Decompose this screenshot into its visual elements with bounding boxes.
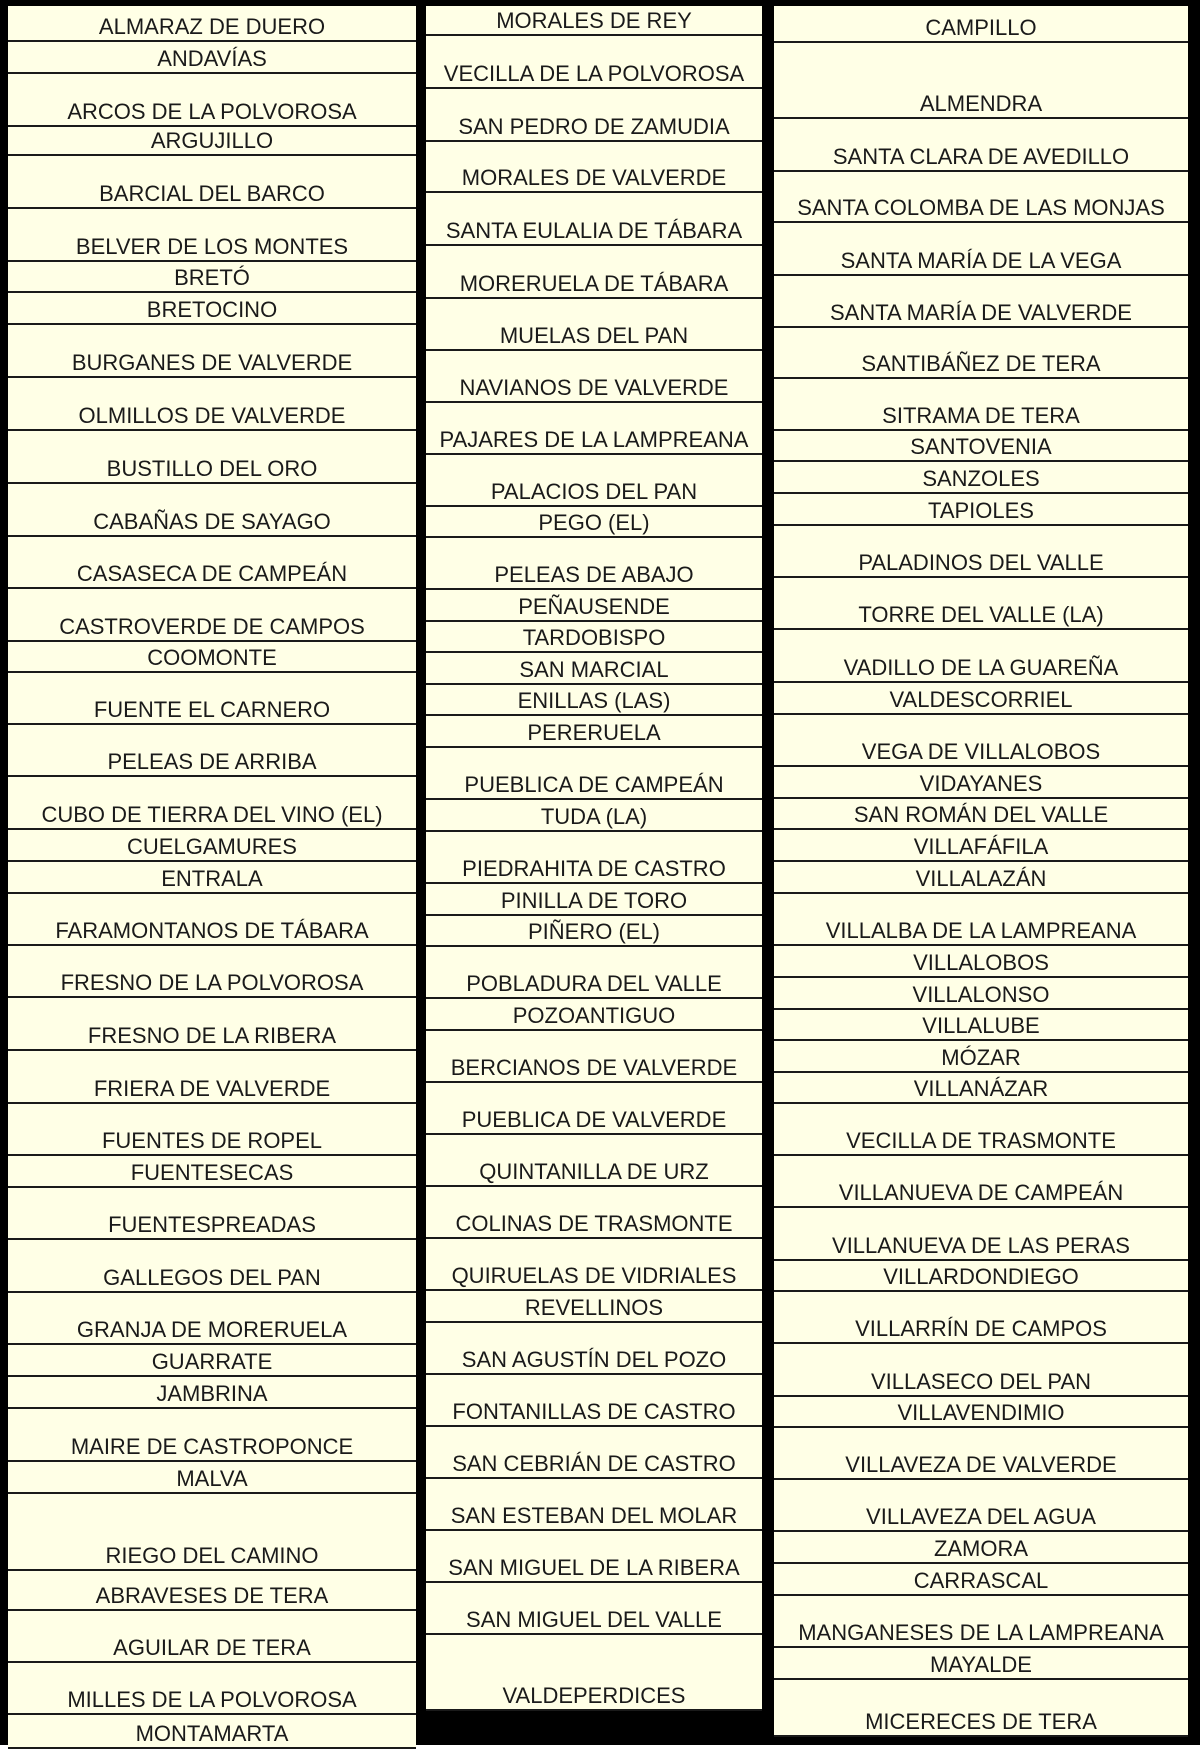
table-cell[interactable] [8,998,416,1051]
table-cell[interactable] [8,484,416,537]
table-cell[interactable] [8,725,416,777]
cell-text: VEGA DE VILLALOBOS [861,739,1101,764]
table-cell[interactable] [8,325,416,378]
cell-text: BRETÓ [174,265,250,290]
table-cell[interactable] [426,507,762,538]
cell-text: VILLALAZÁN [915,866,1047,891]
table-cell[interactable] [8,74,416,127]
table-cell[interactable] [426,193,762,246]
table-cell[interactable] [774,978,1188,1010]
cell-text: VILLALUBE [922,1013,1040,1038]
table-cell[interactable] [426,685,762,716]
cell-text: BURGANES DE VALVERDE [71,350,353,375]
cell-text: ABRAVESES DE TERA [95,1583,329,1608]
cell-text: ARGUJILLO [150,128,274,153]
table-cell[interactable] [426,36,762,89]
cell-text: MORALES DE VALVERDE [461,165,727,190]
cell-text: CUELGAMURES [127,834,297,859]
cell-text: SAN ESTEBAN DEL MOLAR [450,1503,738,1528]
cell-text: ALMARAZ DE DUERO [98,14,326,39]
cell-text: SANZOLES [922,466,1040,491]
cell-text: PEGO (EL) [538,510,650,535]
table-cell[interactable] [426,142,762,193]
cell-text: MUELAS DEL PAN [499,323,689,348]
cell-text: FUENTESECAS [130,1160,294,1185]
cell-text: SAN CEBRIÁN DE CASTRO [452,1451,736,1476]
table-cell[interactable] [426,538,762,590]
cell-text: MONTAMARTA [135,1721,289,1746]
table-cell[interactable] [426,832,762,884]
cell-text: TORRE DEL VALLE (LA) [858,602,1104,627]
cell-text: COLINAS DE TRASMONTE [455,1211,733,1236]
table-cell[interactable] [774,862,1188,894]
table-cell[interactable] [426,748,762,800]
cell-text: SITRAMA DE TERA [882,403,1080,428]
table-cell[interactable] [774,946,1188,978]
cell-text: QUIRUELAS DE VIDRIALES [451,1263,737,1288]
table-cell[interactable] [426,246,762,299]
table-cell[interactable] [426,1323,762,1375]
cell-text: VILLANUEVA DE LAS PERAS [832,1233,1130,1258]
cell-text: PUEBLICA DE CAMPEÁN [464,772,724,797]
cell-text: FUENTES DE ROPEL [101,1128,323,1153]
cell-text: BRETOCINO [146,297,278,322]
table-cell[interactable] [774,328,1188,379]
cell-text: MÓZAR [941,1045,1021,1070]
table-cell[interactable] [774,526,1188,578]
table-cell[interactable] [8,1156,416,1188]
cell-text: CABAÑAS DE SAYAGO [93,509,331,534]
table-cell[interactable] [8,1377,416,1409]
table-cell[interactable] [774,43,1188,119]
cell-text: FUENTESPREADAS [108,1212,316,1237]
table-cell[interactable] [8,589,416,642]
cell-text: MANGANESES DE LA LAMPREANA [798,1620,1164,1645]
cell-text: POZOANTIGUO [512,1003,676,1028]
cell-text: CASASECA DE CAMPEÁN [76,561,348,586]
table-cell[interactable] [774,1596,1188,1648]
table-cell[interactable] [774,1428,1188,1480]
cell-text: COOMONTE [147,645,277,670]
cell-text: VECILLA DE LA POLVOROSA [443,61,745,86]
cell-text: AGUILAR DE TERA [113,1635,311,1660]
cell-text: VILLAFÁFILA [913,834,1049,859]
table-cell[interactable] [8,293,416,325]
table-cell[interactable] [426,299,762,351]
table-cell[interactable] [8,862,416,894]
table-cell[interactable] [426,1135,762,1187]
cell-text: SANTA COLOMBA DE LAS MONJAS [797,195,1165,220]
table-cell[interactable] [774,1041,1188,1073]
cell-text: ALMENDRA [919,91,1043,116]
table-cell[interactable] [426,403,762,455]
cell-text: VILLAVEZA DE VALVERDE [845,1452,1117,1477]
cell-text: PAJARES DE LA LAMPREANA [439,427,749,452]
cell-text: ENILLAS (LAS) [517,688,671,713]
cell-text: VILLASECO DEL PAN [870,1369,1092,1394]
cell-text: MILLES DE LA POLVOROSA [67,1687,357,1712]
table-cell[interactable] [774,276,1188,328]
table-cell[interactable] [426,1291,762,1323]
table-cell[interactable] [774,462,1188,494]
cell-text: GRANJA DE MORERUELA [76,1317,348,1342]
cell-text: SANTA MARÍA DE VALVERDE [830,300,1132,325]
table-cell[interactable] [774,1208,1188,1261]
table-cell[interactable] [426,716,762,748]
table-cell[interactable] [426,590,762,622]
table-cell[interactable] [774,1104,1188,1156]
table-cell[interactable] [8,262,416,293]
cell-text: VILLAVEZA DEL AGUA [866,1504,1096,1529]
table-cell[interactable] [774,1564,1188,1596]
cell-text: BELVER DE LOS MONTES [75,234,349,259]
table-cell[interactable] [8,1104,416,1156]
table-cell[interactable] [774,799,1188,830]
cell-text: VILLALOBOS [913,950,1049,975]
cell-text: TARDOBISPO [522,625,666,650]
table-cell[interactable] [426,1031,762,1083]
cell-text: SAN MARCIAL [519,657,669,682]
cell-text: TAPIOLES [928,498,1034,523]
cell-text: JAMBRINA [156,1381,268,1406]
table-cell[interactable] [774,1010,1188,1041]
table-cell[interactable] [774,830,1188,862]
table-cell[interactable] [774,578,1188,630]
table-cell[interactable] [774,431,1188,462]
table-cell[interactable] [774,1292,1188,1344]
table-cell[interactable] [774,1344,1188,1397]
table-cell[interactable] [426,1083,762,1135]
table-cell[interactable] [426,1583,762,1635]
cell-text: CAMPILLO [925,15,1037,40]
table-cell[interactable] [426,1531,762,1583]
cell-text: MORERUELA DE TÁBARA [459,271,729,296]
table-cell[interactable] [774,894,1188,946]
cell-text: VIDAYANES [919,771,1043,796]
cell-text: VILLARDONDIEGO [883,1264,1079,1289]
table-cell[interactable] [774,1397,1188,1428]
table-cell[interactable] [774,683,1188,715]
table-cell[interactable] [8,946,416,998]
table-cell[interactable] [774,119,1188,172]
cell-text: RIEGO DEL CAMINO [105,1543,319,1568]
cell-text: SAN AGUSTÍN DEL POZO [461,1347,727,1372]
cell-text: PERERUELA [527,720,661,745]
cell-text: PIÑERO (EL) [527,919,661,944]
cell-text: PALACIOS DEL PAN [490,479,698,504]
table-cell[interactable] [8,1663,416,1715]
cell-text: SAN MIGUEL DEL VALLE [466,1607,722,1632]
table-cell[interactable] [426,1479,762,1531]
cell-text: PUEBLICA DE VALVERDE [461,1107,727,1132]
cell-text: FRESNO DE LA POLVOROSA [60,970,364,995]
table-cell[interactable] [8,1345,416,1377]
cell-text: TUDA (LA) [540,804,648,829]
table-cell[interactable] [426,916,762,947]
table-cell[interactable] [8,642,416,673]
table-cell[interactable] [426,999,762,1031]
table-cell[interactable] [774,1156,1188,1208]
cell-text: VILLAVENDIMIO [897,1400,1065,1425]
cell-text: ARCOS DE LA POLVOROSA [67,99,357,124]
cell-text: MORALES DE REY [496,8,692,33]
cell-text: BUSTILLO DEL ORO [106,456,318,481]
cell-text: NAVIANOS DE VALVERDE [459,375,729,400]
table-cell[interactable] [774,379,1188,431]
cell-text: FONTANILLAS DE CASTRO [452,1399,736,1424]
table-cell[interactable] [8,1293,416,1345]
table-cell[interactable] [426,89,762,142]
table-cell[interactable] [8,1051,416,1104]
table-cell[interactable] [8,1188,416,1240]
table-cell[interactable] [774,1648,1188,1680]
cell-text: VILLANUEVA DE CAMPEÁN [838,1180,1124,1205]
cell-text: BARCIAL DEL BARCO [99,181,325,206]
cell-text: SAN ROMÁN DEL VALLE [853,802,1109,827]
cell-text: VILLALBA DE LA LAMPREANA [825,918,1137,943]
table-cell[interactable] [426,884,762,916]
table-cell[interactable] [426,1239,762,1291]
table-cell[interactable] [426,1635,762,1711]
table-cell[interactable] [8,431,416,484]
table-cell[interactable] [8,1715,416,1749]
table-cell[interactable] [8,127,416,156]
cell-text: VADILLO DE LA GUAREÑA [843,655,1119,680]
column-2 [426,0,762,1745]
cell-text: ENTRALA [161,866,263,891]
cell-text: CUBO DE TIERRA DEL VINO (EL) [41,802,383,827]
cell-text: CASTROVERDE DE CAMPOS [59,614,365,639]
cell-text: SANTA CLARA DE AVEDILLO [832,144,1130,169]
cell-text: SANTOVENIA [910,434,1052,459]
table-cell[interactable] [8,537,416,589]
table-cell[interactable] [8,894,416,946]
table-cell[interactable] [774,1680,1188,1737]
table-cell[interactable] [426,1187,762,1239]
table-cell[interactable] [8,42,416,74]
table-cell[interactable] [8,1240,416,1293]
cell-text: PIEDRAHITA DE CASTRO [462,856,726,881]
table-cell[interactable] [426,622,762,653]
table-cell[interactable] [8,1494,416,1571]
table-cell[interactable] [426,800,762,832]
cell-text: MALVA [176,1466,248,1491]
cell-text: PEÑAUSENDE [518,594,670,619]
table-cell[interactable] [426,947,762,999]
table-cell[interactable] [8,1462,416,1494]
cell-text: SANTA MARÍA DE LA VEGA [840,248,1122,273]
table-cell[interactable] [774,172,1188,223]
table-cell[interactable] [8,1611,416,1663]
table-cell[interactable] [774,223,1188,276]
cell-text: VILLALONSO [912,982,1050,1007]
table-cell[interactable] [8,1571,416,1611]
table-cell[interactable] [426,455,762,507]
cell-text: MAIRE DE CASTROPONCE [70,1434,354,1459]
column-1 [8,0,416,1745]
cell-text: VILLANÁZAR [913,1076,1049,1101]
cell-text: PELEAS DE ABAJO [494,562,694,587]
cell-text: CARRASCAL [913,1568,1049,1593]
table-cell[interactable] [774,1073,1188,1104]
table-cell[interactable] [8,1409,416,1462]
cell-text: BERCIANOS DE VALVERDE [450,1055,738,1080]
cell-text: MAYALDE [930,1652,1032,1677]
cell-text: VECILLA DE TRASMONTE [846,1128,1116,1153]
cell-text: GUARRATE [151,1349,273,1374]
cell-text: FUENTE EL CARNERO [93,697,331,722]
cell-text: QUINTANILLA DE URZ [479,1159,709,1184]
cell-text: REVELLINOS [524,1295,664,1320]
cell-text: ZAMORA [933,1536,1029,1561]
table-cell[interactable] [426,1427,762,1479]
cell-text: PELEAS DE ARRIBA [107,749,317,774]
cell-text: FRIERA DE VALVERDE [93,1076,331,1101]
cell-text: ANDAVÍAS [157,46,267,71]
cell-text: SANTIBÁÑEZ DE TERA [861,351,1101,376]
cell-text: SAN MIGUEL DE LA RIBERA [448,1555,740,1580]
cell-text: VALDEPERDICES [502,1683,686,1708]
cell-text: FRESNO DE LA RIBERA [87,1023,337,1048]
cell-text: SANTA EULALIA DE TÁBARA [445,218,743,243]
cell-text: PALADINOS DEL VALLE [858,550,1104,575]
table-cell[interactable] [426,653,762,685]
table-cell[interactable] [426,351,762,403]
table-cell[interactable] [774,1261,1188,1292]
table-cell[interactable] [8,830,416,862]
cell-text: VALDESCORRIEL [889,687,1073,712]
cell-text: POBLADURA DEL VALLE [466,971,722,996]
table-cell[interactable] [774,767,1188,799]
table-cell[interactable] [426,6,762,36]
column-3 [774,0,1188,1745]
cell-text: OLMILLOS DE VALVERDE [78,403,346,428]
cell-text: FARAMONTANOS DE TÁBARA [55,918,369,943]
table-cell[interactable] [774,494,1188,526]
cell-text: VILLARRÍN DE CAMPOS [855,1316,1107,1341]
table-cell[interactable] [774,1480,1188,1532]
table-cell[interactable] [426,1375,762,1427]
table-cell[interactable] [8,673,416,725]
cell-text: GALLEGOS DEL PAN [103,1265,321,1290]
table-cell[interactable] [774,630,1188,683]
table-cell[interactable] [8,6,416,42]
cell-text: PINILLA DE TORO [500,888,688,913]
cell-text: SAN PEDRO DE ZAMUDIA [458,114,730,139]
table-cell[interactable] [8,378,416,431]
cell-text: MICERECES DE TERA [865,1709,1097,1734]
table-cell[interactable] [8,156,416,209]
table-cell[interactable] [774,1532,1188,1564]
table-cell[interactable] [774,6,1188,43]
table-cell[interactable] [8,777,416,830]
table-cell[interactable] [8,209,416,262]
table-cell[interactable] [774,715,1188,767]
